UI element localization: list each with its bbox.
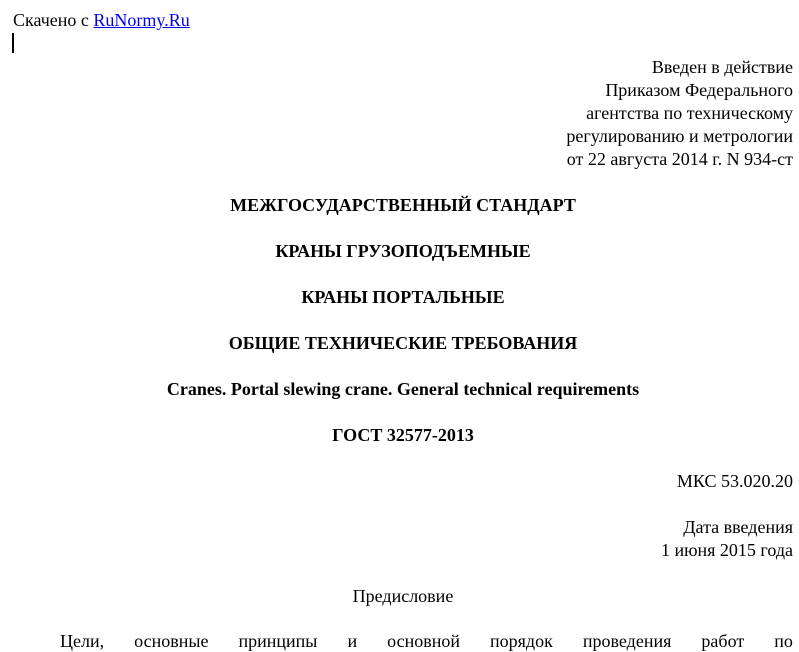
source-link[interactable]: RuNormy.Ru xyxy=(93,10,190,30)
text-cursor xyxy=(12,33,14,53)
introduced-line-4: регулированию и метрологии xyxy=(566,126,793,146)
foreword-word: порядок xyxy=(490,631,553,651)
introduced-line-1: Введен в действие xyxy=(651,57,793,77)
foreword-word: по xyxy=(774,631,793,651)
source-prefix: Скачено с xyxy=(13,10,94,30)
foreword-word: основной xyxy=(387,631,460,651)
title-interstate-standard: МЕЖГОСУДАРСТВЕННЫЙ СТАНДАРТ xyxy=(230,195,576,215)
foreword-word: проведения xyxy=(582,631,672,651)
foreword-word: и xyxy=(347,631,358,651)
source-line xyxy=(13,9,190,31)
foreword-word: основные xyxy=(134,631,209,651)
mks-code: МКС 53.020.20 xyxy=(676,471,793,491)
introduced-line-3: агентства по техническому xyxy=(586,103,793,123)
introduced-line-2: Приказом Федерального xyxy=(605,80,793,100)
effective-date-value: 1 июня 2015 года xyxy=(660,540,793,560)
foreword-word: принципы xyxy=(238,631,318,651)
title-lifting-cranes: КРАНЫ ГРУЗОПОДЪЕМНЫЕ xyxy=(275,241,531,261)
foreword-word: Цели, xyxy=(60,631,105,651)
introduced-line-5: от 22 августа 2014 г. N 934-ст xyxy=(566,149,793,169)
title-gost-number: ГОСТ 32577-2013 xyxy=(332,425,474,445)
foreword-first-line xyxy=(60,630,793,652)
title-english: Cranes. Portal slewing crane. General technical requirements xyxy=(166,379,640,399)
foreword-word: работ xyxy=(701,631,745,651)
effective-date-label: Дата введения xyxy=(683,517,793,537)
title-portal-cranes: КРАНЫ ПОРТАЛЬНЫЕ xyxy=(301,287,505,307)
title-general-requirements: ОБЩИЕ ТЕХНИЧЕСКИЕ ТРЕБОВАНИЯ xyxy=(228,333,578,353)
foreword-heading: Предисловие xyxy=(352,586,454,606)
